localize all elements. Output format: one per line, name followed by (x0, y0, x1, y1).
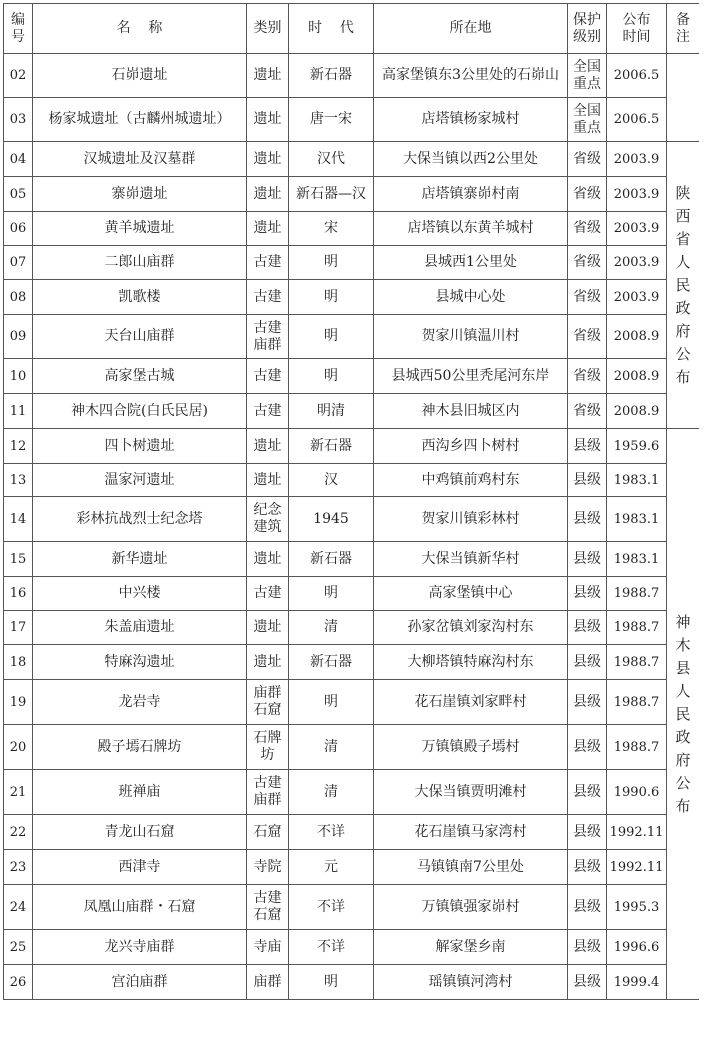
cell-date: 2008.9 (607, 394, 667, 429)
header-name (33, 4, 247, 54)
header-location-text: 所在地 (449, 20, 492, 36)
cell-type: 古建 石窟 (247, 885, 289, 930)
cell-level: 县级 (568, 611, 607, 645)
cell-location: 瑶镇镇河湾村 (374, 965, 568, 1000)
cell-era: 明 (289, 280, 374, 315)
cell-level: 全国 重点 (568, 54, 607, 98)
cell-type: 石窟 (247, 815, 289, 850)
table-row (4, 725, 700, 770)
cell-date: 1959.6 (607, 429, 667, 464)
cell-type: 古建 (247, 394, 289, 429)
header-level (568, 4, 607, 54)
cell-no: 06 (4, 212, 33, 246)
cell-era: 不详 (289, 930, 374, 965)
cell-no: 08 (4, 280, 33, 315)
cell-location: 解家堡乡南 (374, 930, 568, 965)
cell-level: 省级 (568, 177, 607, 212)
header-note-line2: 注 (676, 28, 690, 45)
cell-level: 省级 (568, 280, 607, 315)
cell-era: 明 (289, 246, 374, 280)
cell-type: 石牌 坊 (247, 725, 289, 770)
cell-level: 省级 (568, 246, 607, 280)
cell-era: 新石器 (289, 542, 374, 577)
cell-level: 省级 (568, 359, 607, 394)
cell-name: 杨家城遗址（古麟州城遗址） (33, 98, 247, 142)
cell-type: 古建 (247, 359, 289, 394)
cell-level: 县级 (568, 577, 607, 611)
cell-type: 遗址 (247, 177, 289, 212)
table-row (4, 850, 700, 885)
cell-date: 2008.9 (607, 315, 667, 359)
cell-name: 神木四合院(白氏民居) (33, 394, 247, 429)
cell-level: 省级 (568, 212, 607, 246)
header-no-line1: 编 (11, 11, 25, 28)
cell-type: 古建 (247, 280, 289, 315)
table-header (4, 4, 700, 54)
cell-no: 03 (4, 98, 33, 142)
header-era-text: 时 代 (308, 20, 354, 36)
table-row (4, 246, 700, 280)
cell-location: 大保当镇贾明滩村 (374, 770, 568, 815)
header-date-line1: 公布 (622, 11, 651, 28)
cell-level: 县级 (568, 965, 607, 1000)
cell-type: 遗址 (247, 142, 289, 177)
cell-no: 10 (4, 359, 33, 394)
cell-location: 马镇镇南7公里处 (374, 850, 568, 885)
table-row (4, 359, 700, 394)
cell-location: 大保当镇以西2公里处 (374, 142, 568, 177)
cell-name: 四卜树遗址 (33, 429, 247, 464)
header-type (247, 4, 289, 54)
cell-date: 1988.7 (607, 611, 667, 645)
cell-name: 中兴楼 (33, 577, 247, 611)
cell-name: 凯歌楼 (33, 280, 247, 315)
table-row (4, 177, 700, 212)
cell-date: 1988.7 (607, 680, 667, 725)
cell-name: 班禅庙 (33, 770, 247, 815)
cell-type: 古建 庙群 (247, 770, 289, 815)
cell-note-provincial: 陕 西 省 人 民 政 府 公 布 (667, 142, 700, 429)
table-row (4, 930, 700, 965)
cell-era: 明清 (289, 394, 374, 429)
cell-date: 1983.1 (607, 542, 667, 577)
table-row (4, 315, 700, 359)
table-body (4, 54, 700, 1000)
table-row (4, 680, 700, 725)
cell-name: 高家堡古城 (33, 359, 247, 394)
cell-location: 万镇镇强家峁村 (374, 885, 568, 930)
cell-name: 龙岩寺 (33, 680, 247, 725)
cell-no: 21 (4, 770, 33, 815)
cell-no: 24 (4, 885, 33, 930)
cell-type: 遗址 (247, 98, 289, 142)
header-location (374, 4, 568, 54)
cell-no: 05 (4, 177, 33, 212)
cell-name: 新华遗址 (33, 542, 247, 577)
cell-location: 店塔镇以东黄羊城村 (374, 212, 568, 246)
cell-date: 2003.9 (607, 212, 667, 246)
table-row (4, 645, 700, 680)
cell-era: 清 (289, 770, 374, 815)
cell-level: 县级 (568, 680, 607, 725)
cell-name: 黄羊城遗址 (33, 212, 247, 246)
header-date (607, 4, 667, 54)
cell-level: 省级 (568, 315, 607, 359)
cell-name: 凤凰山庙群・石窟 (33, 885, 247, 930)
table-row (4, 98, 700, 142)
table-row (4, 815, 700, 850)
cell-location: 西沟乡四卜树村 (374, 429, 568, 464)
table-row (4, 280, 700, 315)
cell-level: 县级 (568, 497, 607, 542)
cell-date: 1988.7 (607, 645, 667, 680)
cell-location: 花石崖镇刘家畔村 (374, 680, 568, 725)
cell-era: 不详 (289, 885, 374, 930)
cell-name: 温家河遗址 (33, 464, 247, 497)
header-name-text: 名 称 (116, 20, 163, 36)
cell-type: 庙群 石窟 (247, 680, 289, 725)
cell-date: 2003.9 (607, 177, 667, 212)
cell-date: 1988.7 (607, 577, 667, 611)
cell-name: 殿子墕石牌坊 (33, 725, 247, 770)
cell-no: 12 (4, 429, 33, 464)
cell-era: 宋 (289, 212, 374, 246)
cell-name: 西津寺 (33, 850, 247, 885)
cell-location: 高家堡镇中心 (374, 577, 568, 611)
cell-level: 县级 (568, 645, 607, 680)
cell-date: 1992.11 (607, 815, 667, 850)
cell-era: 新石器—汉 (289, 177, 374, 212)
cell-era: 唐一宋 (289, 98, 374, 142)
cell-type: 寺庙 (247, 930, 289, 965)
cell-name: 二郎山庙群 (33, 246, 247, 280)
cell-no: 14 (4, 497, 33, 542)
header-type-text: 类别 (253, 20, 282, 36)
cell-level: 省级 (568, 142, 607, 177)
heritage-table-page (3, 3, 699, 1040)
cell-date: 1996.6 (607, 930, 667, 965)
cell-date: 1988.7 (607, 725, 667, 770)
cell-location: 神木县旧城区内 (374, 394, 568, 429)
cell-location: 大保当镇新华村 (374, 542, 568, 577)
header-level-line1: 保护 (573, 11, 601, 28)
cell-era: 清 (289, 725, 374, 770)
heritage-table (3, 3, 699, 1000)
header-note-line1: 备 (676, 11, 690, 28)
table-row (4, 54, 700, 98)
cell-type: 遗址 (247, 429, 289, 464)
cell-level: 县级 (568, 542, 607, 577)
cell-date: 1983.1 (607, 497, 667, 542)
cell-no: 15 (4, 542, 33, 577)
cell-location: 店塔镇杨家城村 (374, 98, 568, 142)
cell-date: 2006.5 (607, 54, 667, 98)
cell-location: 大柳塔镇特麻沟村东 (374, 645, 568, 680)
cell-no: 23 (4, 850, 33, 885)
cell-type: 古建 庙群 (247, 315, 289, 359)
cell-era: 新石器 (289, 645, 374, 680)
table-row (4, 394, 700, 429)
cell-name: 青龙山石窟 (33, 815, 247, 850)
cell-type: 古建 (247, 577, 289, 611)
cell-name: 龙兴寺庙群 (33, 930, 247, 965)
cell-era: 新石器 (289, 54, 374, 98)
header-note (667, 4, 700, 54)
cell-type: 古建 (247, 246, 289, 280)
cell-no: 09 (4, 315, 33, 359)
cell-date: 2008.9 (607, 359, 667, 394)
cell-no: 22 (4, 815, 33, 850)
cell-date: 1992.11 (607, 850, 667, 885)
cell-era: 1945 (289, 497, 374, 542)
cell-date: 2006.5 (607, 98, 667, 142)
cell-name: 特麻沟遗址 (33, 645, 247, 680)
cell-no: 02 (4, 54, 33, 98)
cell-no: 19 (4, 680, 33, 725)
cell-era: 明 (289, 680, 374, 725)
cell-level: 县级 (568, 464, 607, 497)
cell-name: 汉城遗址及汉墓群 (33, 142, 247, 177)
cell-date: 1983.1 (607, 464, 667, 497)
cell-type: 遗址 (247, 542, 289, 577)
cell-location: 孙家岔镇刘家沟村东 (374, 611, 568, 645)
cell-name: 朱盖庙遗址 (33, 611, 247, 645)
table-row (4, 965, 700, 1000)
cell-level: 县级 (568, 725, 607, 770)
cell-name: 寨峁遗址 (33, 177, 247, 212)
header-no (4, 4, 33, 54)
cell-level: 县级 (568, 770, 607, 815)
header-no-line2: 号 (11, 28, 25, 45)
cell-location: 县城中心处 (374, 280, 568, 315)
cell-no: 16 (4, 577, 33, 611)
cell-date: 1999.4 (607, 965, 667, 1000)
cell-type: 纪念 建筑 (247, 497, 289, 542)
header-date-line2: 时间 (622, 28, 651, 45)
cell-no: 04 (4, 142, 33, 177)
cell-note-national (667, 54, 700, 142)
cell-era: 新石器 (289, 429, 374, 464)
cell-location: 县城西1公里处 (374, 246, 568, 280)
cell-era: 汉 (289, 464, 374, 497)
cell-location: 高家堡镇东3公里处的石峁山 (374, 54, 568, 98)
cell-no: 20 (4, 725, 33, 770)
table-row (4, 770, 700, 815)
cell-note-county: 神 木 县 人 民 政 府 公 布 (667, 429, 700, 1000)
cell-date: 2003.9 (607, 280, 667, 315)
cell-level: 县级 (568, 815, 607, 850)
cell-era: 汉代 (289, 142, 374, 177)
table-row (4, 429, 700, 464)
cell-location: 贺家川镇彩林村 (374, 497, 568, 542)
table-row (4, 885, 700, 930)
table-row (4, 497, 700, 542)
table-row (4, 212, 700, 246)
cell-level: 全国 重点 (568, 98, 607, 142)
cell-type: 遗址 (247, 54, 289, 98)
cell-no: 07 (4, 246, 33, 280)
cell-location: 花石崖镇马家湾村 (374, 815, 568, 850)
table-row (4, 542, 700, 577)
cell-level: 县级 (568, 885, 607, 930)
cell-level: 县级 (568, 930, 607, 965)
cell-location: 中鸡镇前鸡村东 (374, 464, 568, 497)
cell-no: 18 (4, 645, 33, 680)
cell-no: 26 (4, 965, 33, 1000)
cell-date: 2003.9 (607, 246, 667, 280)
table-row (4, 142, 700, 177)
cell-no: 17 (4, 611, 33, 645)
table-row (4, 611, 700, 645)
cell-location: 贺家川镇温川村 (374, 315, 568, 359)
cell-date: 1990.6 (607, 770, 667, 815)
cell-level: 县级 (568, 429, 607, 464)
cell-name: 宫泊庙群 (33, 965, 247, 1000)
cell-type: 庙群 (247, 965, 289, 1000)
cell-type: 遗址 (247, 611, 289, 645)
cell-name: 天台山庙群 (33, 315, 247, 359)
cell-era: 清 (289, 611, 374, 645)
cell-level: 县级 (568, 850, 607, 885)
cell-era: 元 (289, 850, 374, 885)
cell-era: 明 (289, 359, 374, 394)
cell-name: 石峁遗址 (33, 54, 247, 98)
header-era (289, 4, 374, 54)
cell-type: 遗址 (247, 464, 289, 497)
table-row (4, 577, 700, 611)
cell-name: 彩林抗战烈士纪念塔 (33, 497, 247, 542)
table-row (4, 464, 700, 497)
cell-date: 1995.3 (607, 885, 667, 930)
cell-era: 明 (289, 315, 374, 359)
cell-level: 省级 (568, 394, 607, 429)
cell-type: 遗址 (247, 645, 289, 680)
cell-no: 11 (4, 394, 33, 429)
cell-date: 2003.9 (607, 142, 667, 177)
header-level-line2: 级别 (573, 28, 601, 45)
cell-location: 县城西50公里秃尾河东岸 (374, 359, 568, 394)
cell-no: 25 (4, 930, 33, 965)
cell-location: 店塔镇寨峁村南 (374, 177, 568, 212)
cell-location: 万镇镇殿子墕村 (374, 725, 568, 770)
cell-era: 不详 (289, 815, 374, 850)
cell-type: 遗址 (247, 212, 289, 246)
cell-type: 寺院 (247, 850, 289, 885)
cell-era: 明 (289, 965, 374, 1000)
cell-era: 明 (289, 577, 374, 611)
cell-no: 13 (4, 464, 33, 497)
